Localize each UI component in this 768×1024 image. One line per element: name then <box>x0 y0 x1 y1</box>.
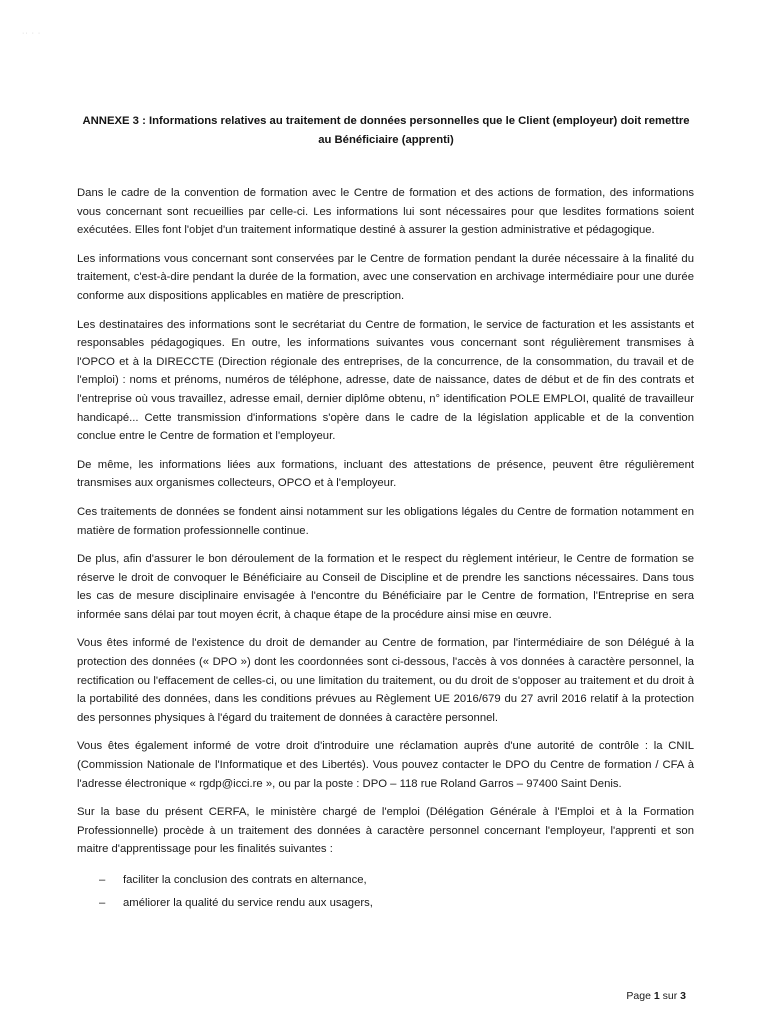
paragraph-conservation: Les informations vous concernant sont conservées par le Centre de formation pendant la durée nécessaire à la finalité du traitement, c'est-à-dire pendant la durée de la formation, avec une conservation en archivage intermédiaire pour une durée conforme aux dispositions applicables en matière de prescription. <box>77 252 694 302</box>
paragraph-cerfa: Sur la base du présent CERFA, le ministère chargé de l'emploi (Délégation Générale à l'Emploi et à la Formation Professionnelle) procède à un traitement des données à caractère personnel concernant l'employeur, l'apprenti et son maitre d'apprentissage pour les finalités suivantes : <box>77 806 694 856</box>
page-word: Page <box>626 990 651 1002</box>
paragraph-attestations: De même, les informations liées aux formations, incluant des attestations de présence, peuvent être régulièrement transmises aux organismes collecteurs, OPCO et à l'employeur. <box>77 458 694 490</box>
of-word: sur <box>662 990 678 1002</box>
list-item <box>99 869 694 892</box>
paragraph-convention: Dans le cadre de la convention de formation avec le Centre de formation et des actions de formation, des informations vous concernant sont recueillies par celle-ci. Les informations lui sont nécessaires pour que lesdites formations soient exécutées. Elles font l'objet d'un traitement informatique destiné à assurer la gestion administrative et pédagogique. <box>77 187 694 237</box>
list-dash: – <box>99 897 106 909</box>
finalites-list <box>77 869 694 915</box>
list-item-text: faciliter la conclusion des contrats en alternance, <box>123 874 367 886</box>
total-pages: 3 <box>680 990 686 1002</box>
page-footer <box>626 990 686 1002</box>
paragraph-discipline: De plus, afin d'assurer le bon déroulement de la formation et le respect du règlement intérieur, le Centre de formation se réserve le droit de convoquer le Bénéficiaire au Conseil de Discipline et de prendre les sanctions nécessaires. Dans tous les cas de mesure disciplinaire envisagée à l'encontre du Bénéficiaire par le Centre de formation, l'Entreprise en sera informée sans délai par tout moyen écrit, à chaque étape de la procédure ainsi mise en œuvre. <box>77 553 694 621</box>
scan-artifact: ·· · · <box>22 30 42 37</box>
paragraph-obligations: Ces traitements de données se fondent ainsi notamment sur les obligations légales du Centre de formation notamment en matière de formation professionnelle continue. <box>77 505 694 537</box>
page-number: 1 <box>653 990 660 1002</box>
paragraph-destinataires: Les destinataires des informations sont le secrétariat du Centre de formation, le service de facturation et les assistants et responsables pédagogiques. En outre, les informations suivantes vous concernant sont régulièrement transmises à l'OPCO et à la DIRECCTE (Direction régionale des entreprises, de la concurrence, de la consommation, du travail et de l'emploi) : noms et prénoms, numéros de téléphone, adresse, date de naissance, dates de début et de fin des contrats et l'entreprise où vous travaillez, adresse email, dernier diplôme obtenu, n° identification POLE EMPLOI, qualité de travailleur handicapé... Cette transmission d'informations s'opère dans le cadre de la législation applicable et de la convention conclue entre le Centre de formation et l'employeur. <box>77 318 694 443</box>
list-item-text: améliorer la qualité du service rendu aux usagers, <box>123 897 373 909</box>
list-dash: – <box>99 874 106 886</box>
document-body <box>77 184 694 915</box>
paragraph-droits: Vous êtes informé de l'existence du droit de demander au Centre de formation, par l'intermédiaire de son Délégué à la protection des données (« DPO ») dont les coordonnées sont ci-dessous, l'accès à vos données à caractère personnel, la rectification ou l'effacement de celles-ci, ou une limitation du traitement, ou du droit de s'opposer au traitement et du droit à la portabilité des données, dans les conditions prévues au Règlement UE 2016/679 du 27 avril 2016 relatif à la protection des personnes physiques à l'égard du traitement de données à caractère personnel. <box>77 637 694 724</box>
list-item <box>99 892 694 915</box>
annex-title: ANNEXE 3 : Informations relatives au traitement de données personnelles que le Client (employeur) doit remettre au Bénéficiaire (apprenti) <box>82 115 690 146</box>
paragraph-cnil: Vous êtes également informé de votre droit d'introduire une réclamation auprès d'une autorité de contrôle : la CNIL (Commission Nationale de l'Informatique et des Libertés). Vous pouvez contacter le DPO du Centre de formation / CFA à l'adresse électronique « rgdp@icci.re », ou par la poste : DPO – 118 rue Roland Garros – 97400 Saint Denis. <box>77 740 694 790</box>
